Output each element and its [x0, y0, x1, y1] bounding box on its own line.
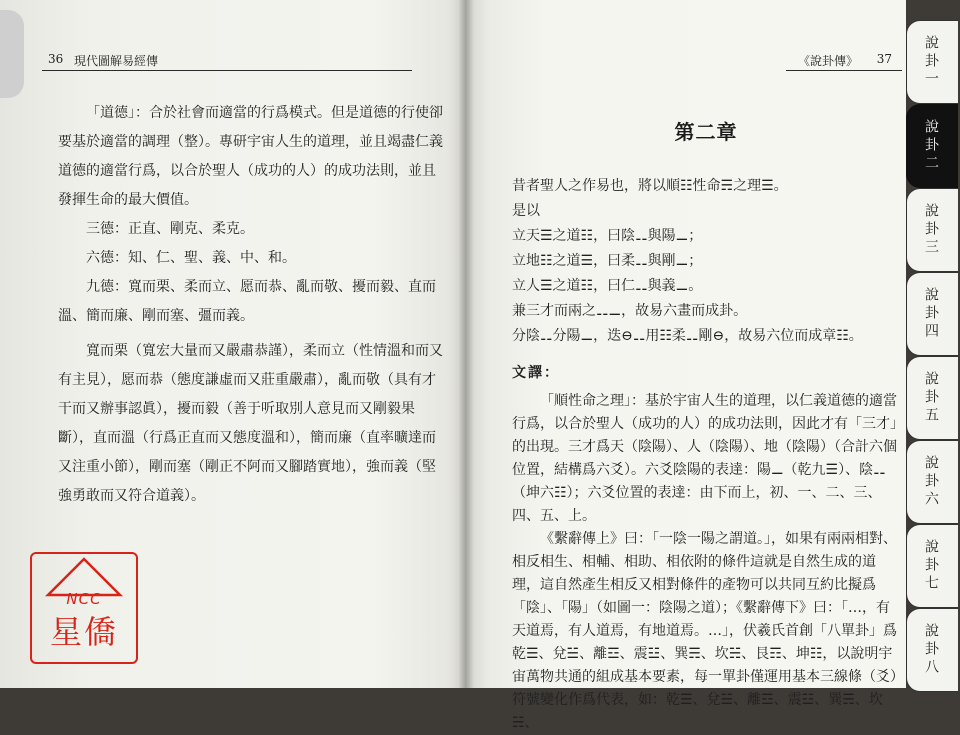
paragraph-sande: 三德：正直、剛克、柔克。	[86, 221, 254, 237]
ncc-seal-stamp	[30, 552, 138, 664]
running-title: 《說卦傳》	[798, 54, 859, 68]
tab-label: 說卦七	[923, 539, 939, 593]
verse-line: 立天☰之道☷，曰陰⚋與陽⚊；	[512, 228, 703, 244]
paragraph-daode: 「道德」：合於社會而適當的行爲模式。但是道德的行使卻要基於適當的調理（整）。專研宇宙人生的道理，並且竭盡仁義道德的適當行爲，以合於聖人（成功的人）的成功法則，並且發揮生命的最大價值。	[58, 105, 443, 208]
paragraph-liude: 六德：知、仁、聖、義、中、和。	[86, 250, 296, 266]
tab-label: 說卦六	[923, 455, 939, 509]
verse-line: 兼三才而兩之⚋⚊，故易六畫而成卦。	[512, 303, 748, 319]
tab-label: 說卦二	[923, 119, 939, 173]
paragraph-jiude-detail: 寬而栗（寬宏大量而又嚴肅恭謹），柔而立（性情溫和而又有主見），愿而恭（態度謙虛而又莊重嚴肅），亂而敬（具有才干而又辦事認眞），擾而毅（善于听取別人意見而又剛毅果斷），直而溫（行爲正直而又態度溫和），簡而廉（直率曠達而又注重小節），剛而塞（剛正不阿而又腳踏實地），強而義（堅強勇敢而又符合道義）。	[58, 343, 443, 504]
tab-shuogua-8[interactable]	[906, 608, 958, 692]
verse-line: 是以	[512, 203, 540, 219]
paragraph-jiude: 九德：寬而栗、柔而立、愿而恭、亂而敬、擾而毅、直而溫、簡而廉、剛而塞、彊而義。	[58, 279, 436, 324]
tab-label: 說卦四	[923, 287, 939, 341]
page-number: 37	[876, 52, 892, 66]
tab-shuogua-3[interactable]	[906, 188, 958, 272]
tab-shuogua-1[interactable]	[906, 20, 958, 104]
verse-line: 立地☷之道☰，曰柔⚋與剛⚊；	[512, 253, 703, 269]
tab-shuogua-7[interactable]	[906, 524, 958, 608]
running-title: 現代圖解易經傳	[74, 54, 159, 68]
commentary-heading: 文譯：	[512, 365, 560, 381]
tab-shuogua-6[interactable]	[906, 440, 958, 524]
tab-shuogua-4[interactable]	[906, 272, 958, 356]
tab-shuogua-5[interactable]	[906, 356, 958, 440]
left-body-text	[58, 99, 444, 511]
commentary-paragraph: 《繫辭傳上》曰：「一陰一陽之謂道。」，如果有兩兩相對、相反相生、相輔、相助、相依附的條件這就是自然生成的道理，這自然產生相反又相對條件的產物可以共同互約比擬爲「陰」、「陽」（如圖一：陰陽之道）；《繫辭傳下》曰：「…，有天道焉，有人道焉，有地道焉。…」，伏羲氏首創「八單卦」爲乾☰、兌☱、離☲、震☳、巽☴、坎☵、艮☶、坤☷，以說明宇宙萬物共通的組成基本要素，每一單卦僅運用基本三線條（爻）符號變化作爲代表，如：乾☰、兌☱、離☲、震☳、巽☴、坎☵、	[512, 531, 897, 731]
verse-line: 立人☰之道☷，曰仁⚋與義⚊。	[512, 278, 703, 294]
tab-label: 說卦一	[923, 35, 939, 89]
verse-line: 昔者聖人之作易也，將以順☷性命☴之理☰。	[512, 178, 788, 194]
left-page-header	[42, 48, 412, 71]
chapter-title: 第二章	[674, 120, 738, 144]
tab-shuogua-2[interactable]	[906, 104, 958, 188]
tab-label: 說卦五	[923, 371, 939, 425]
tab-label: 說卦三	[923, 203, 939, 257]
commentary-paragraph: 「順性命之理」：基於宇宙人生的道理，以仁義道德的適當行爲，以合於聖人（成功的人）的成功法則，因此才有「三才」的出現。三才爲天（陰陽）、人（陰陽）、地（陰陽）（合計六個位置，結構爲六爻）。六爻陰陽的表達：陽⚊（乾九☰）、陰⚋（坤六☷）；六爻位置的表達：由下而上，初、一、二、三、四、五、上。	[512, 393, 897, 524]
stamp-ncc-text: NCC	[66, 590, 102, 608]
page-number: 36	[48, 52, 64, 66]
verse-line: 分陰⚋分陽⚊，迭⊖⚋用☷柔⚋剛⊖，故易六位而成章☷。	[512, 328, 863, 344]
chapter-side-tabs	[906, 20, 960, 688]
stamp-brand-text: 星僑	[49, 613, 118, 651]
left-page	[0, 0, 466, 688]
right-page-header	[786, 48, 902, 71]
left-edge-tab	[0, 10, 24, 98]
right-page	[466, 0, 906, 731]
book-gutter	[458, 0, 474, 688]
tab-label: 說卦八	[923, 623, 939, 677]
right-body-text	[512, 174, 902, 735]
